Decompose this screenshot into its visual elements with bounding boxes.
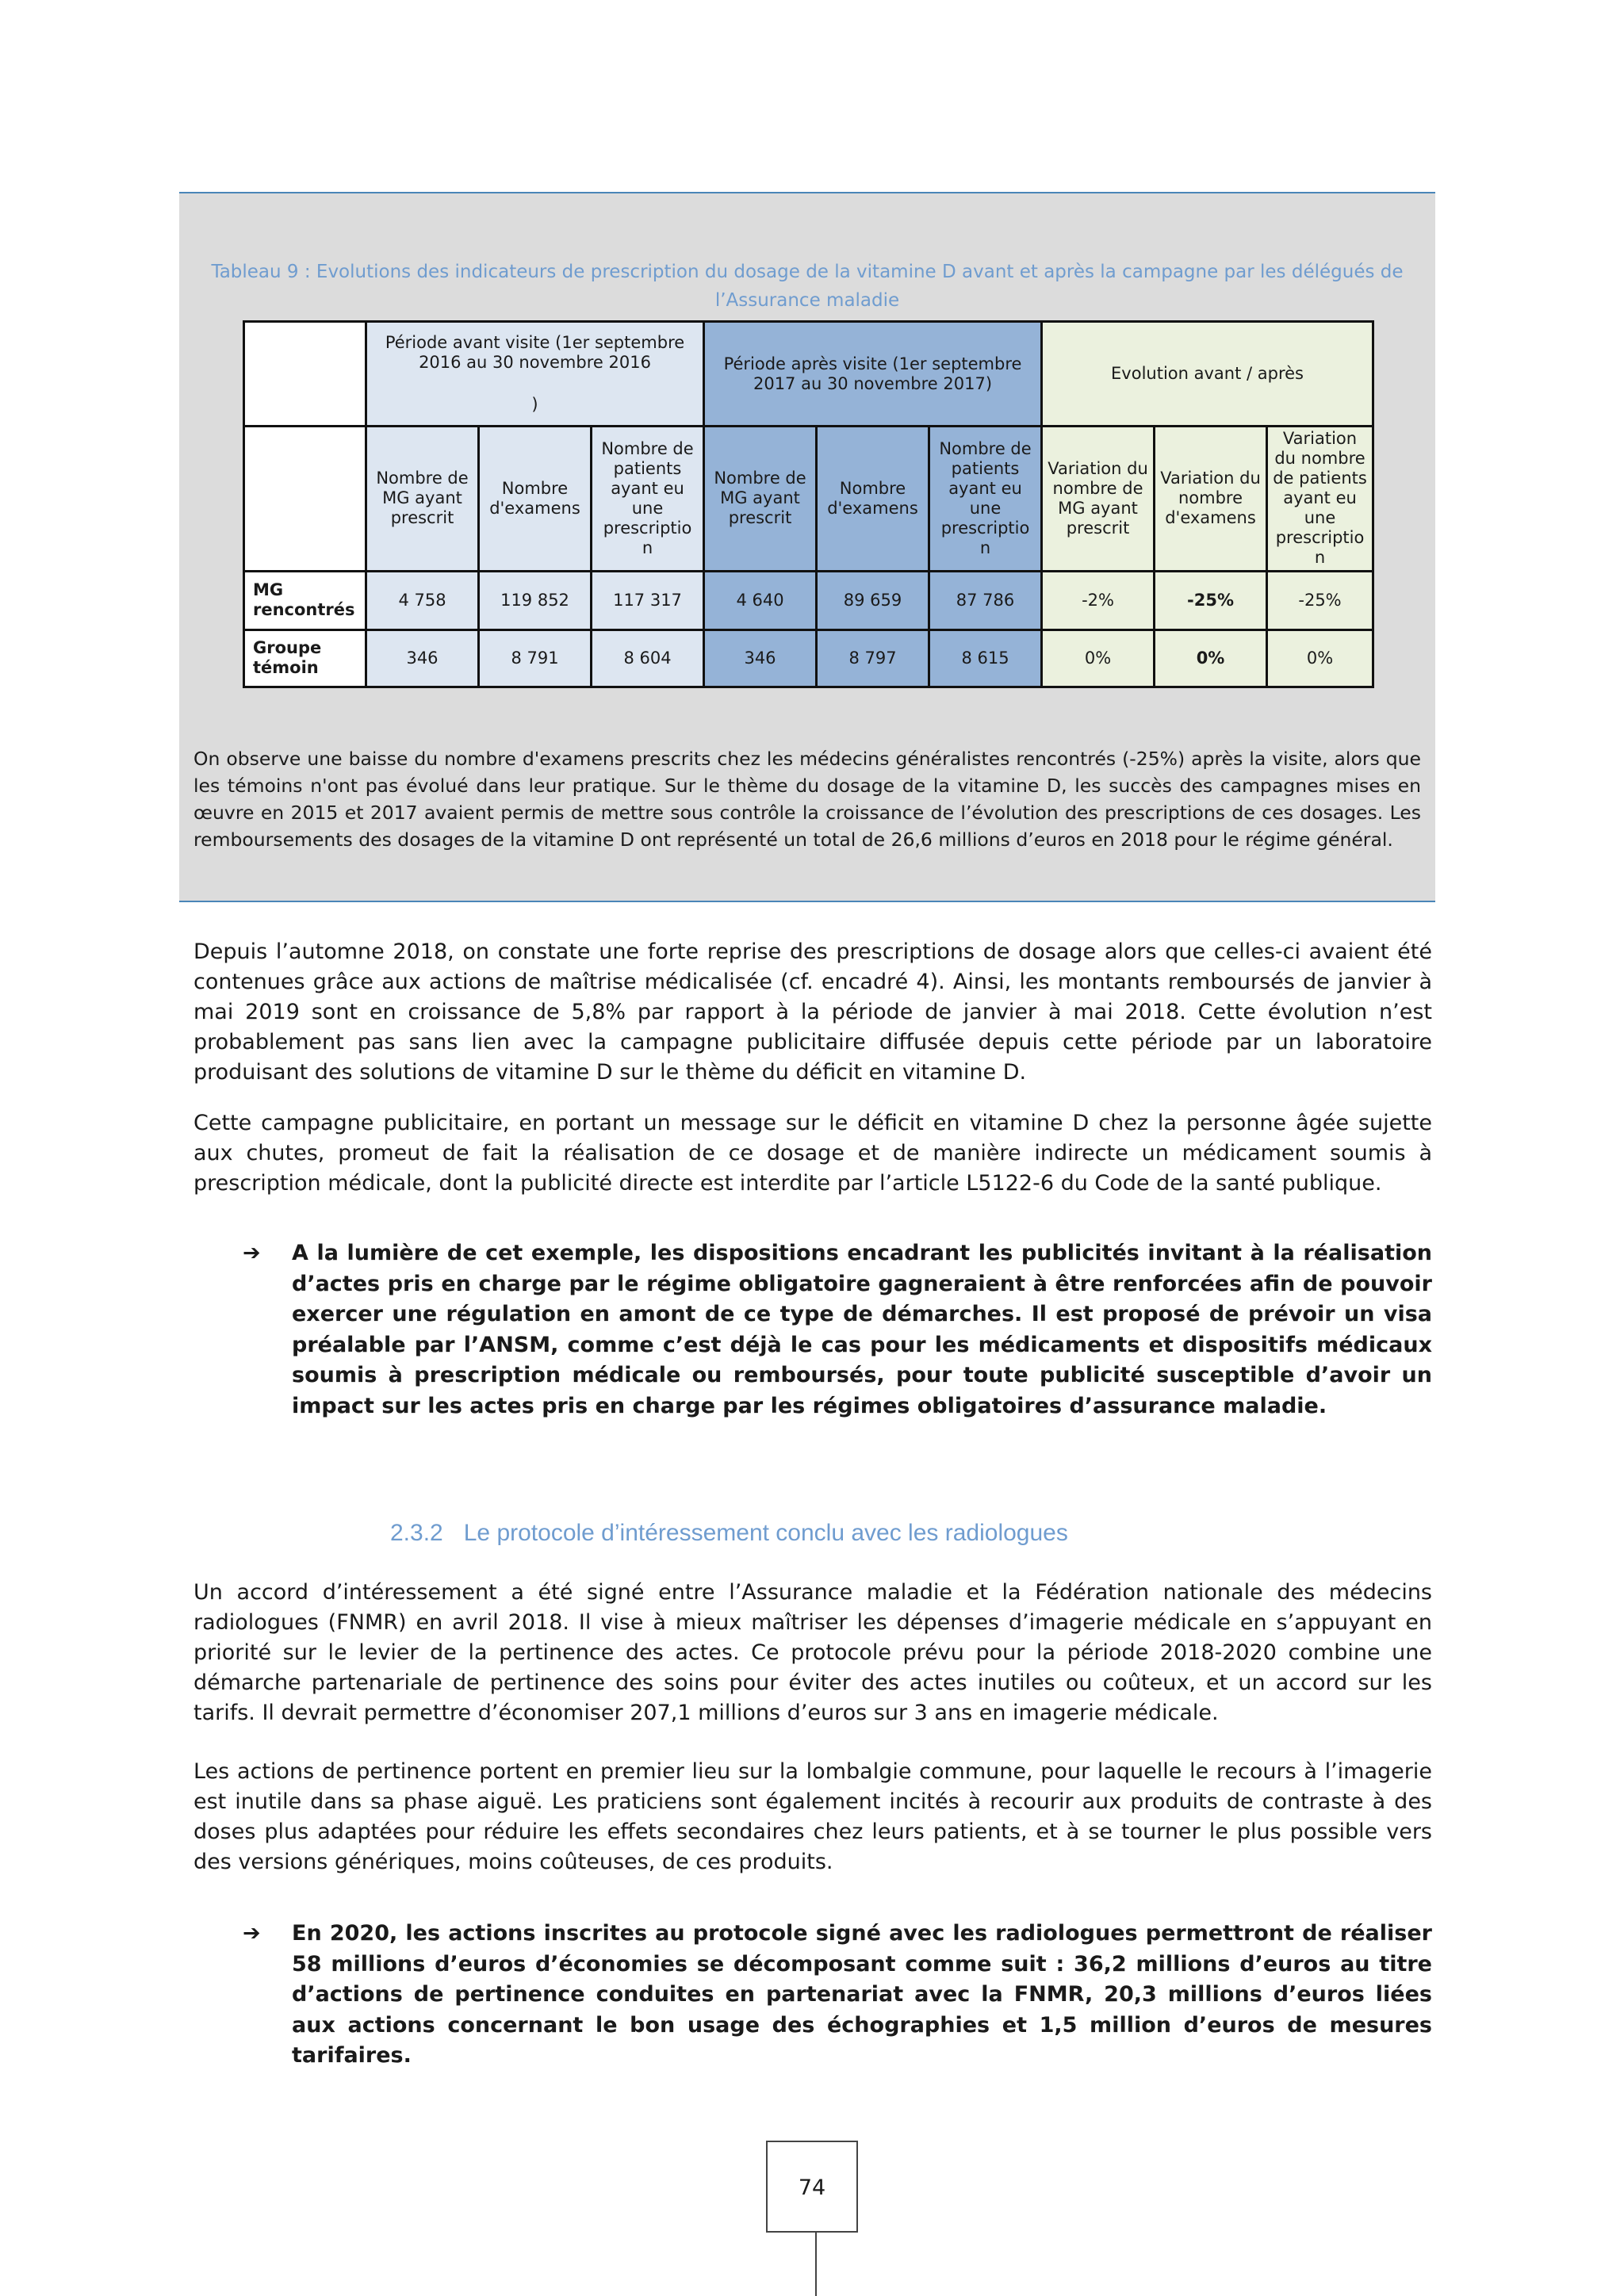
section-title: Le protocole d’intéressement conclu avec les radiologues [463, 1520, 1068, 1546]
cell: -25% [1267, 571, 1373, 629]
group-evol-header: Evolution avant / après [1042, 322, 1373, 427]
recommendation-text: A la lumière de cet exemple, les dispositions encadrant les publicités invitant à la réalisation d’actes pris en charge par le régime obligatoire gagneraient à être renforcées afin de pouvoir exercer une régulation en amont de ce type de démarches. Il est proposé de prévoir un visa préalable par l’ANSM, comme c’est déjà le cas pour les médicaments et dispositifs médicaux soumis à prescription médicale ou remboursés, pour toute publicité susceptible d’avoir un impact sur les actes pris en charge par les régimes obligatoires d’assurance maladie. [292, 1241, 1432, 1418]
group-before-label: Période avant visite (1er septembre 2016 au 30 novembre 2016 [385, 333, 685, 373]
cell: 8 604 [592, 629, 704, 687]
recommendation-bullet [243, 1238, 1432, 1422]
cell: 4 640 [704, 571, 817, 629]
col-header: Variation du nombre de MG ayant prescrit [1042, 427, 1155, 571]
group-before-tail: ) [531, 395, 538, 415]
paragraph: Les actions de pertinence portent en premier lieu sur la lombalgie commune, pour laquelle le recours à l’imagerie est inutile dans sa phase aiguë. Les praticiens sont également incités à recourir aux produits de contraste à des doses plus adaptées pour réduire les effets secondaires chez leurs patients, et à se tourner le plus possible vers des versions génériques, moins coûteuses, de ces produits. [193, 1759, 1432, 1874]
col-header: Nombre de MG ayant prescrit [366, 427, 479, 571]
section-number: 2.3.2 [390, 1520, 443, 1546]
section-heading [390, 1517, 1068, 1549]
col-header: Variation du nombre de patients ayant eu une prescriptio n [1267, 427, 1373, 571]
cell: 8 791 [479, 629, 592, 687]
cell: 346 [366, 629, 479, 687]
cell: -2% [1042, 571, 1155, 629]
recommendation-text: En 2020, les actions inscrites au protocole signé avec les radiologues permettront de réaliser 58 millions d’euros d’économies se décomposant comme suit : 36,2 millions d’euros au titre d’actions de pertinence conduites en partenariat avec la FNMR, 20,3 millions d’euros liées aux actions concernant le bon usage des échographies et 1,5 million d’euros de mesures tarifaires. [292, 1921, 1432, 2068]
cell: 119 852 [479, 571, 592, 629]
cell: 0% [1042, 629, 1155, 687]
col-header: Nombre de patients ayant eu une prescriptio n [592, 427, 704, 571]
row-header-blank [244, 427, 366, 571]
arrow-icon: ➔ [243, 1241, 261, 1265]
cell: 8 615 [929, 629, 1042, 687]
table-row [244, 571, 1373, 629]
vitamin-d-table [243, 320, 1374, 688]
col-header: Nombre de MG ayant prescrit [704, 427, 817, 571]
group-after-header: Période après visite (1er septembre 2017 au 30 novembre 2017) [704, 322, 1042, 427]
cell: 89 659 [817, 571, 929, 629]
col-header: Nombre d'examens [479, 427, 592, 571]
row-label: Groupe témoin [244, 629, 366, 687]
corner-cell [244, 322, 366, 427]
table-row [244, 629, 1373, 687]
paragraph: Un accord d’intéressement a été signé entre l’Assurance maladie et la Fédération nationale des médecins radiologues (FNMR) en avril 2018. Il vise à mieux maîtriser les dépenses d’imagerie médicale en s’appuyant en priorité sur le levier de la pertinence des actes. Ce protocole prévu pour la période 2018-2020 combine une démarche partenariale de pertinence des soins pour éviter des actes inutiles ou coûteux, et un accord sur les tarifs. Il devrait permettre d’économiser 207,1 millions d’euros sur 3 ans en imagerie médicale. [193, 1580, 1432, 1725]
table-commentary: On observe une baisse du nombre d'examens prescrits chez les médecins généralistes rencontrés (-25%) après la visite, alors que les témoins n'ont pas évolué dans leur pratique. Sur le thème du dosage de la vitamine D, les succès des campagnes mises en œuvre en 2015 et 2017 avaient permis de mettre sous contrôle la croissance de l’évolution des prescriptions de ces dosages. Les remboursements des dosages de la vitamine D ont représenté un total de 26,6 millions d’euros en 2018 pour le régime général. [193, 748, 1421, 851]
cell: 0% [1267, 629, 1373, 687]
cell: 87 786 [929, 571, 1042, 629]
col-header: Nombre de patients ayant eu une prescriptio n [929, 427, 1042, 571]
group-before-header [366, 322, 704, 427]
row-label: MG rencontrés [244, 571, 366, 629]
col-header: Variation du nombre d'examens [1155, 427, 1267, 571]
page-number: 74 [766, 2141, 858, 2233]
cell: 8 797 [817, 629, 929, 687]
arrow-icon: ➔ [243, 1921, 261, 1946]
paragraph: Depuis l’automne 2018, on constate une forte reprise des prescriptions de dosage alors que celles-ci avaient été contenues grâce aux actions de maîtrise médicalisée (cf. encadré 4). Ainsi, les montants remboursés de janvier à mai 2019 sont en croissance de 5,8% par rapport à la période de janvier à mai 2018. Cette évolution n’est probablement pas sans lien avec la campagne publicitaire diffusée depuis cette période par un laboratoire produisant des solutions de vitamine D sur le thème du déficit en vitamine D. [193, 939, 1432, 1085]
paragraph: Cette campagne publicitaire, en portant un message sur le déficit en vitamine D chez la personne âgée sujette aux chutes, promeut de fait la réalisation de ce dosage et de manière indirecte un médicament soumis à prescription médicale, dont la publicité directe est interdite par l’article L5122-6 du Code de la santé publique. [193, 1111, 1432, 1196]
cell: 4 758 [366, 571, 479, 629]
col-header: Nombre d'examens [817, 427, 929, 571]
page-number-connector [815, 2233, 817, 2296]
recommendation-bullet [243, 1919, 1432, 2072]
cell: -25% [1155, 571, 1267, 629]
cell: 117 317 [592, 571, 704, 629]
cell: 0% [1155, 629, 1267, 687]
cell: 346 [704, 629, 817, 687]
table-caption: Tableau 9 : Evolutions des indicateurs de prescription du dosage de la vitamine D avant et après la campagne par les délégués de l’Assurance maladie [211, 262, 1404, 311]
